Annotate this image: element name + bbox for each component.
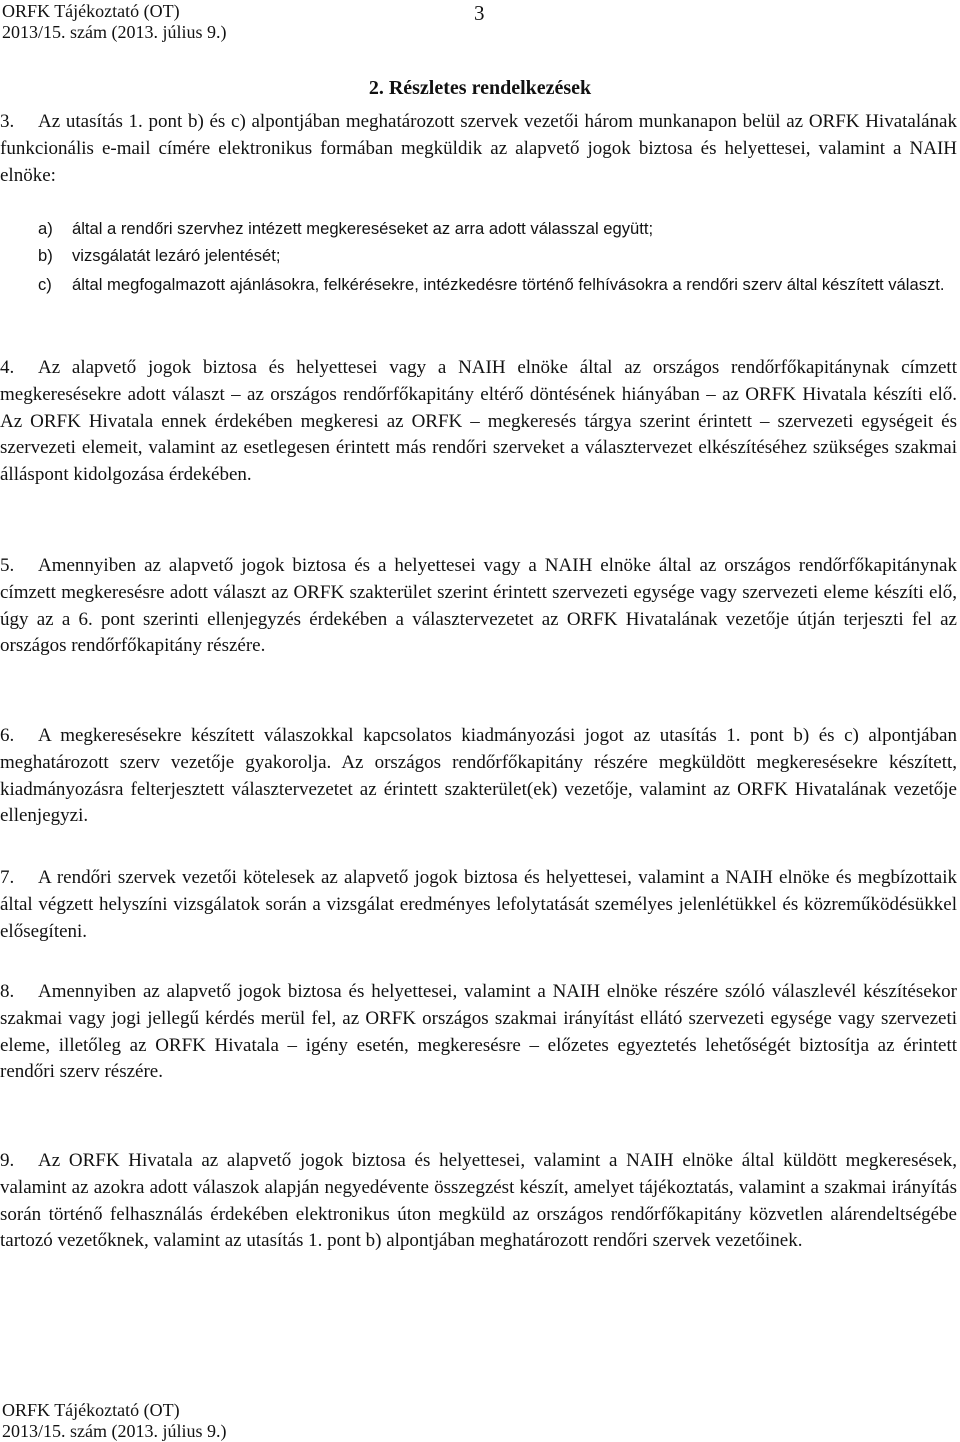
- paragraph-text: Az utasítás 1. pont b) és c) alpontjában meghatározott szervek vezetői három munkanapon belül az ORFK Hivatalának funkcionális e-mail címére elektronikus formában megküldik az alapvető jogok biztosa és helyettesei, valamint a NAIH elnöke:: [0, 111, 957, 186]
- section-title: 2. Részletes rendelkezések: [368, 77, 592, 99]
- paragraph-text: Amennyiben az alapvető jogok biztosa és helyettesei, valamint a NAIH elnöke részére szóló válaszlevél készítésekor szakmai vagy jogi jellegű kérdés merül fel, az ORFK országos szakmai irányítást ellátó szervezeti egysége vagy szervezeti eleme, illetőleg az ORFK Hivatala – igény esetén, megkeresésre – előzetes egyeztetés lehetőségét biztosítja az érintett rendőri szerv részére.: [0, 981, 957, 1083]
- header-publication: ORFK Tájékoztató (OT): [2, 1, 180, 21]
- paragraph-number: 5.: [0, 555, 15, 576]
- paragraph-9: [0, 1148, 957, 1255]
- paragraph-number: 4.: [0, 357, 15, 378]
- list-item-a: [0, 216, 957, 243]
- paragraph-number: 9.: [0, 1150, 15, 1171]
- paragraph-8: [0, 979, 957, 1086]
- paragraph-4: [0, 355, 957, 489]
- paragraph-text: Az ORFK Hivatala az alapvető jogok biztosa és helyettesei, valamint a NAIH elnöke által küldött megkeresések, valamint az azokra adott válaszok alapján negyedévente összegzést készít, amelyet tájékoztatás, valamint a szakmai irányítás során történő felhasználás érdekében elektronikus úton megküld az országos rendőrfőkapitány közvetlen alárendeltségébe tartozó vezetőknek, valamint az utasítás 1. pont b) alpontjában meghatározott rendőri szervek vezetőinek.: [0, 1150, 957, 1252]
- page-number: 3: [474, 1, 485, 25]
- list-item-b: [0, 243, 957, 270]
- paragraph-3: [0, 109, 957, 189]
- list-item-text: vizsgálatát lezáró jelentését;: [72, 246, 281, 265]
- list-item-text: által a rendőri szervhez intézett megkereséseket az arra adott válasszal együtt;: [72, 219, 654, 238]
- paragraph-text: A megkeresésekre készített válaszokkal kapcsolatos kiadmányozási jogot az utasítás 1. pont b) és c) alpontjában meghatározott szerv vezetője gyakorolja. Az országos rendőrfőkapitány részére megküldött megkeresésekre készített, kiadmányozásra felterjesztett választervezetet az érintett szakterület(ek) vezetője, valamint az ORFK Hivatalának vezetője ellenjegyzi.: [0, 725, 957, 827]
- footer-publication: ORFK Tájékoztató (OT): [2, 1400, 180, 1420]
- paragraph-number: 8.: [0, 981, 15, 1002]
- paragraph-5: [0, 553, 957, 660]
- paragraph-7: [0, 865, 957, 945]
- list-item-label: c): [38, 275, 52, 294]
- list-item-c: [0, 272, 957, 299]
- paragraph-number: 6.: [0, 725, 15, 746]
- paragraph-number: 3.: [0, 111, 15, 132]
- list-item-label: b): [38, 246, 53, 265]
- paragraph-text: Amennyiben az alapvető jogok biztosa és a helyettesei vagy a NAIH elnöke által az országos rendőrfőkapitánynak címzett megkeresésre adott választ az ORFK szakterület szerint érintett szervezeti egysége vagy szervezeti eleme készíti elő, úgy az a 6. pont szerinti ellenjegyzés érdekében a választervezetet az ORFK Hivatalának vezetője útján terjeszti fel az országos rendőrfőkapitány részére.: [0, 555, 957, 657]
- list-item-label: a): [38, 219, 53, 238]
- paragraph-text: Az alapvető jogok biztosa és helyettesei vagy a NAIH elnöke által az országos rendőrfőkapitánynak címzett megkeresésekre adott választ – az országos rendőrfőkapitány eltérő döntésének hiányában – az ORFK Hivatala készíti elő. Az ORFK Hivatala ennek érdekében megkeresi az ORFK – megkeresés tárgya szerint érintett – szervezeti egységeit és szervezeti elemeit, valamint az esetlegesen érintett más rendőri szerveket a választervezet elkészítéséhez szükséges szakmai álláspont kidolgozása érdekében.: [0, 357, 957, 486]
- list-item-text: által megfogalmazott ajánlásokra, felkérésekre, intézkedésre történő felhívásokra a rendőri szerv által készített választ.: [72, 275, 945, 294]
- paragraph-text: A rendőri szervek vezetői kötelesek az alapvető jogok biztosa és helyettesei, valamint a NAIH elnöke és megbízottaik által végzett helyszíni vizsgálatok során a vizsgálat eredményes lefolytatását személyes jelenlétükkel és közreműködésükkel elősegíteni.: [0, 867, 957, 942]
- paragraph-number: 7.: [0, 867, 15, 888]
- header-issue: 2013/15. szám (2013. július 9.): [2, 22, 227, 42]
- footer-issue: 2013/15. szám (2013. július 9.): [2, 1421, 227, 1441]
- paragraph-6: [0, 723, 957, 830]
